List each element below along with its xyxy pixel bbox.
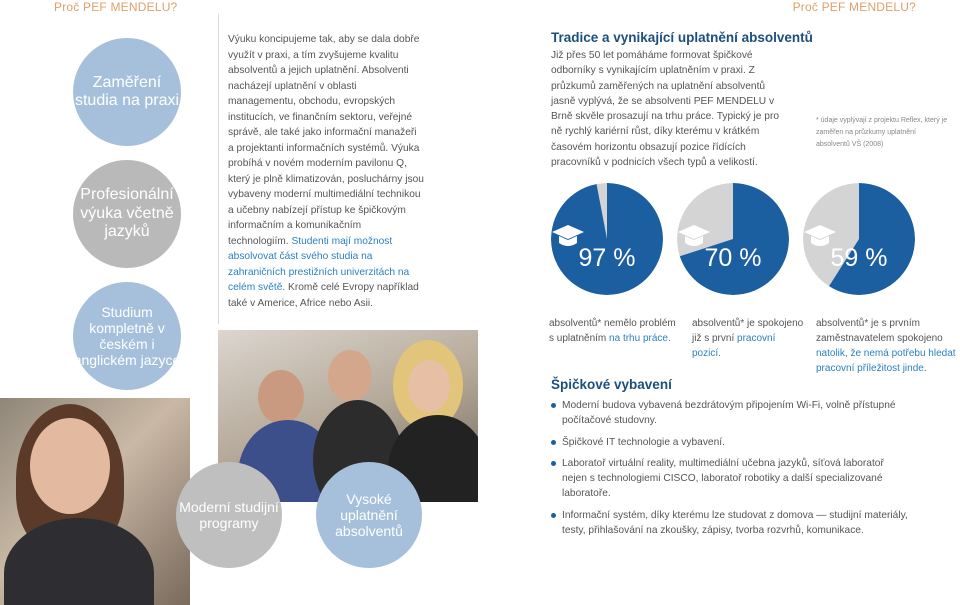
list-item: Laboratoř virtuální reality, multimediální učebna jazyků, síťová laboratoř nejen s technologiemi CISCO, laboratoř robotiky a další specializované laboratoře.	[551, 456, 911, 502]
footnote: * údaje vyplývají z projektu Reflex, který je zaměřen na průzkumy uplatnění absolventů VŠ (2008)	[816, 117, 948, 148]
pie-chart-employment	[551, 183, 663, 295]
intro-highlight: Studenti mají možnost absolvovat část svého studia na zahraničních prestižních univerzitách na celém světě.	[228, 235, 410, 293]
intro-tail: Kromě celé Evropy například také v Americe, Africe nebo Asii.	[228, 282, 419, 309]
intro-text: Výuku koncipujeme tak, aby se dala dobře využít v praxi, a tím zvyšujeme kvalitu absolventů a jejich uplatnění. Absolventi nacházejí uplatnění v oblasti managementu, obchodu, evropských institucích, ve finančním sektoru, veřejné správě, ale také jako informační manažeři a projektanti informačních systémů. Výuka probíhá v novém moderním pavilonu Q, který je plně klimatizován, posluchárny jsou vybaveny moderní multimediální technikou a učebny nabízejí přístup ke špičkovým informačním a komunikačním technologiím.	[228, 34, 424, 247]
photo-student-woman	[0, 398, 190, 605]
equipment-list	[551, 398, 911, 544]
divider	[218, 14, 219, 324]
pie-chart-satisfaction	[677, 183, 789, 295]
pie-caption	[692, 316, 804, 361]
circle-professional-teaching: Profesionální výuka včetně jazyků	[73, 160, 181, 268]
list-item: Moderní budova vybavená bezdrátovým připojením Wi-Fi, volně přístupné počítačové studovny.	[551, 398, 911, 429]
circle-bilingual-study: Studium kompletně v českém i anglickém jazyce	[73, 282, 181, 390]
pie-value: 70 %	[704, 244, 762, 272]
list-item: Informační systém, díky kterému lze studovat z domova — studijní materiály, testy, přihlašování na zkoušky, zápisy, tvorba rozvrhů, komunikace.	[551, 508, 911, 539]
equipment-title: Špičkové vybavení	[551, 377, 672, 392]
employment-paragraph: Již přes 50 let pomáháme formovat špičkové odborníky s vynikajícím uplatněním v praxi. Z průzkumů zaměřených na uplatnění absolventů jasně vyplývá, že se absolventi PEF MENDELU v Brně skvěle prosazují na trhu práce. Typický je pro ně rychlý kariérní růst, díky kterému v krátkém časovém horizontu obsazují pozice řídících pracovníků v podnicích všech typů a velikostí.	[551, 50, 780, 169]
employment-title: Tradice a vynikající uplatnění absolventů	[551, 30, 813, 45]
circle-high-employment: Vysoké uplatnění absolventů	[316, 462, 422, 568]
caption-text: absolventů* nemělo problém s uplatněním	[549, 318, 676, 344]
pie-chart-first-employer	[803, 183, 915, 295]
list-item: Špičkové IT technologie a vybavení.	[551, 435, 911, 450]
pie-value: 97 %	[578, 244, 636, 272]
caption-highlight: na trhu práce.	[606, 333, 671, 344]
pie-value: 59 %	[830, 244, 888, 272]
intro-paragraph	[228, 32, 424, 311]
circle-modern-programs: Moderní studijní programy	[176, 462, 282, 568]
circle-practice-focus: Zaměření studia na praxi	[73, 38, 181, 146]
caption-highlight: natolik, že nemá potřebu hledat pracovní příležitost jinde.	[816, 348, 956, 374]
header-left: Proč PEF MENDELU?	[54, 0, 178, 14]
caption-text: absolventů* je spokojeno již s první	[692, 318, 804, 344]
pie-caption	[816, 316, 956, 376]
caption-highlight: pracovní pozicí.	[692, 333, 776, 359]
pie-caption	[549, 316, 679, 346]
header-right: Proč PEF MENDELU?	[792, 0, 916, 14]
caption-text: absolventů* je s prvním zaměstnavatelem spokojeno	[816, 318, 943, 344]
